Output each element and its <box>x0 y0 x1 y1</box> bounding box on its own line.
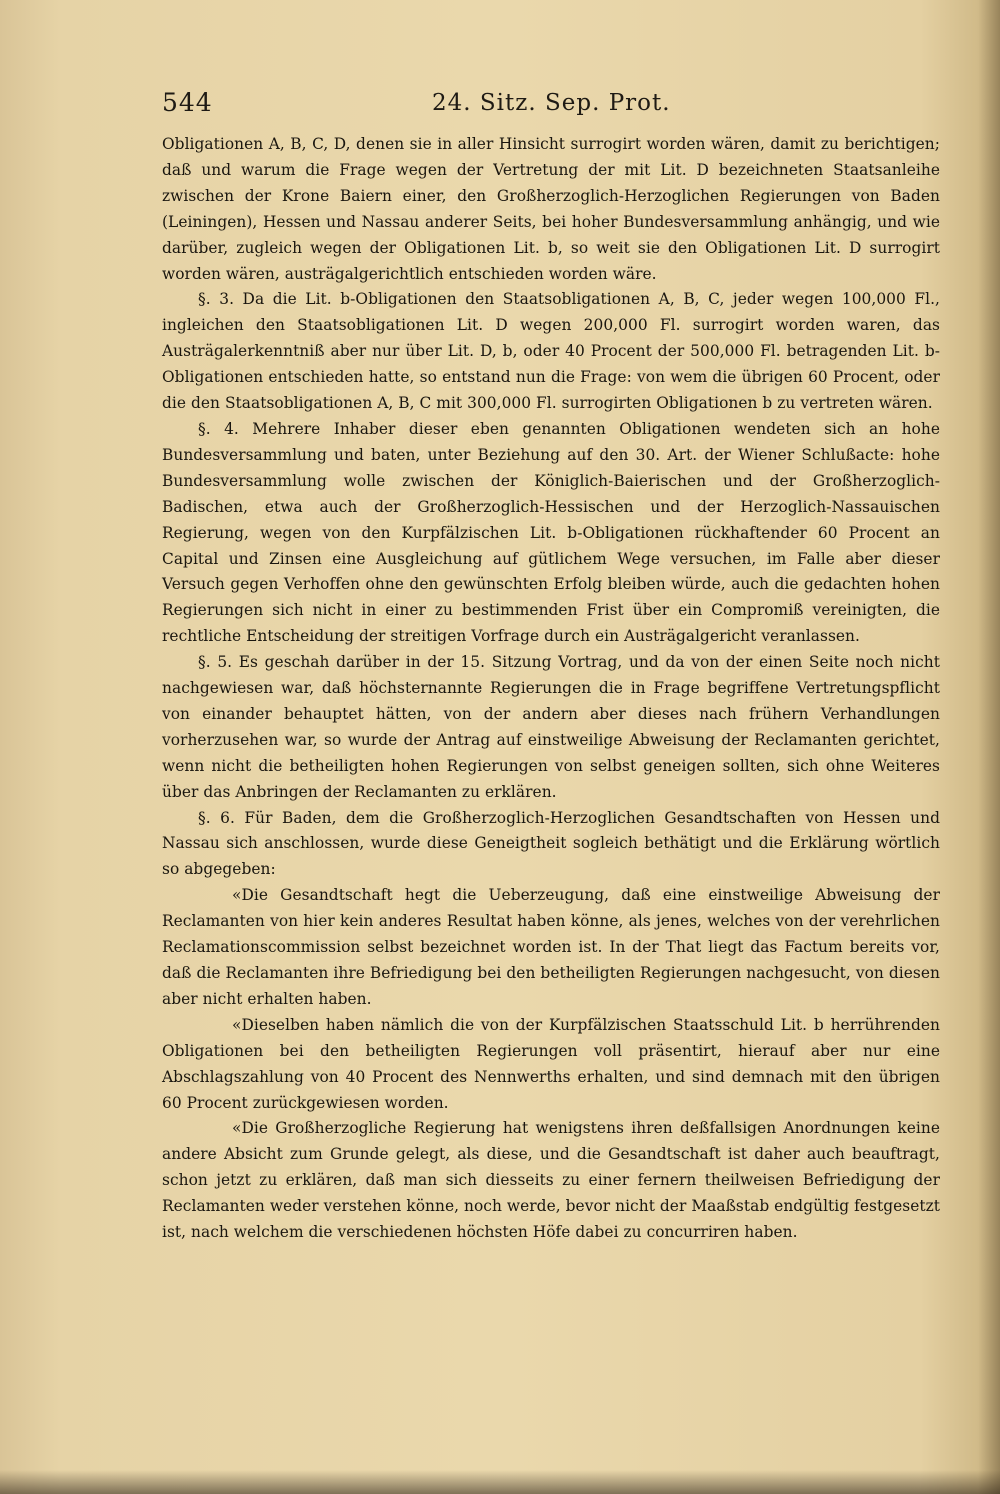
paragraph-section-3: §. 3. Da die Lit. b-Obligationen den Staatsobligationen A, B, C, jeder wegen 100,000 Fl., ingleichen den Staatsobligationen Lit. D wegen 200,000 Fl. surrogirt worden waren, das Austrägalerkenntniß aber nur über Lit. D, b, oder 40 Procent der 500,000 Fl. betragenden Lit. b-Obligationen entschieden hatte, so entstand nun die Frage: von wem die übrigen 60 Procent, oder die den Staatsobligationen A, B, C mit 300,000 Fl. surrogirten Obligationen b zu vertreten wären. <box>162 290 940 413</box>
paragraph-section-4: §. 4. Mehrere Inhaber dieser eben genannten Obligationen wendeten sich an hohe Bundesversammlung und baten, unter Beziehung auf den 30. Art. der Wiener Schlußacte: hohe Bundesversammlung wolle zwischen der Königlich-Baierischen und der Großherzoglich-Badischen, etwa auch der Großherzoglich-Hessischen und der Herzoglich-Nassauischen Regierung, wegen von den Kurpfälzischen Lit. b-Obligationen rückhaftender 60 Procent an Capital und Zinsen eine Ausgleichung auf gütlichem Wege versuchen, im Falle aber dieser Versuch gegen Verhoffen ohne den gewünschten Erfolg bleiben würde, auch die gedachten hohen Regierungen sich nicht in einer zu bestimmenden Frist über ein Compromiß vereinigten, die rechtliche Entscheidung der streitigen Vorfrage durch ein Austrägalgericht veranlassen. <box>162 419 940 646</box>
page-edge-shadow <box>978 0 1000 1494</box>
quote-paragraph-1: «Die Gesandtschaft hegt die Ueberzeugung, daß eine einstweilige Abweisung der Reclamanten von hier kein anderes Resultat haben könne, als jenes, welches von der verehrlichen Reclamationscommission selbst bezeichnet worden ist. In der That liegt das Factum bereits vor, daß die Reclamanten ihre Befriedigung bei den betheiligten Regierungen nachgesucht, von diesen aber nicht erhalten haben. <box>162 886 940 1008</box>
quote-paragraph-3: «Die Großherzogliche Regierung hat wenigstens ihren deßfallsigen Anordnungen keine andere Absicht zum Grunde gelegt, als diese, und die Gesandtschaft ist daher auch beauftragt, schon jetzt zu erklären, daß man sich diesseits zu einer fernern theilweisen Befriedigung der Reclamanten weder verstehen könne, noch werde, bevor nicht der Maaßstab endgültig festgesetzt ist, nach welchem die verschiedenen höchsten Höfe dabei zu concurriren haben. <box>162 1119 940 1242</box>
page-number: 544 <box>162 88 213 117</box>
paragraph-section-6: §. 6. Für Baden, dem die Großherzoglich-Herzoglichen Gesandtschaften von Hessen und Nassau sich anschlossen, wurde diese Geneigtheit sogleich bethätigt und die Erklärung wörtlich so abgegeben: <box>162 808 940 879</box>
paragraph-section-5: §. 5. Es geschah darüber in der 15. Sitzung Vortrag, und da von der einen Seite noch nicht nachgewiesen war, daß höchsternannte Regierungen die in Frage begriffene Vertretungspflicht von einander behauptet hätten, von der andern aber dieses nach frühern Verhandlungen vorherzusehen war, so wurde der Antrag auf einstweilige Abweisung der Reclamanten gerichtet, wenn nicht die betheiligten hohen Regierungen von selbst geneigen sollten, sich ohne Weiteres über das Anbringen der Reclamanten zu erklären. <box>162 653 940 801</box>
quote-paragraph-2: «Dieselben haben nämlich die von der Kurpfälzischen Staatsschuld Lit. b herrührenden Obligationen bei den betheiligten Regierungen voll präsentirt, hierauf aber nur eine Abschlagszahlung von 40 Procent des Nennwerths erhalten, und sind demnach mit den übrigen 60 Procent zurückgewiesen worden. <box>162 1015 940 1112</box>
page-header <box>162 88 942 128</box>
page-bottom-shadow <box>0 1470 1000 1494</box>
paragraph-continuation: Obligationen A, B, C, D, denen sie in aller Hinsicht surrogirt worden wären, damit zu berichtigen; daß und warum die Frage wegen der Vertretung der mit Lit. D bezeichneten Staatsanleihe zwischen der Krone Baiern einer, den Großherzoglich-Herzoglichen Regierungen von Baden (Leiningen), Hessen und Nassau anderer Seits, bei hoher Bundesversammlung anhängig, und wie darüber, zugleich wegen der Obligationen Lit. b, so weit sie den Obligationen Lit. D surrogirt worden wären, austrägalgerichtlich entschieden worden wäre. <box>162 135 940 283</box>
body-text <box>162 132 940 1246</box>
running-head: 24. Sitz. Sep. Prot. <box>432 90 671 116</box>
